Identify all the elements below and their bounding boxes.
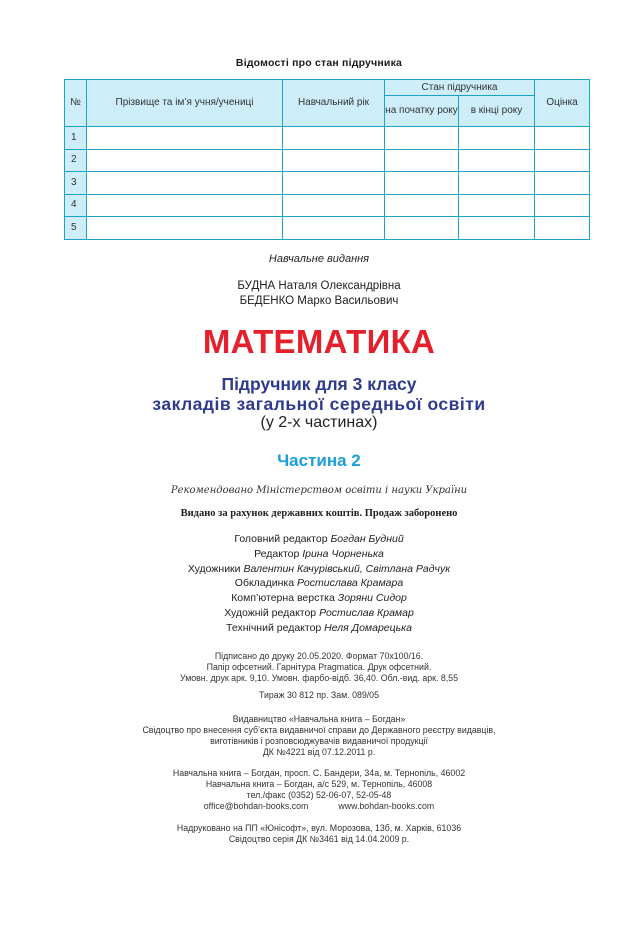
row-end-cell: [459, 127, 535, 150]
row-name-cell: [87, 149, 283, 172]
row-start-cell: [385, 149, 459, 172]
header-grade: Оцінка: [535, 80, 590, 127]
recommendation-note: Рекомендовано Міністерством освіти і науки України: [170, 485, 468, 496]
row-year-cell: [283, 194, 385, 217]
printer-line: Надруковано на ПП «Юнісофт», вул. Морозова, 13б, м. Харків, 61036: [176, 823, 462, 833]
credit-name: Ростислав Крамар: [319, 606, 414, 619]
authors: [0, 279, 638, 308]
row-grade-cell: [535, 127, 590, 150]
row-grade-cell: [535, 217, 590, 240]
credit-name: Зоряни Сидор: [337, 592, 407, 605]
publisher-line: Свідоцтво про внесення суб’єкта видавничої справи до Державного реєстру видавців,: [142, 725, 496, 735]
credit-name: Ростислава Крамара: [297, 577, 404, 590]
row-end-cell: [459, 172, 535, 195]
author: БУДНА Наталя Олександрівна: [237, 280, 401, 292]
printer-line: Свідоцтво серія ДК №3461 від 14.04.2009 р.: [228, 834, 410, 844]
credit-role: Технічний редактор: [226, 621, 322, 634]
row-name-cell: [87, 127, 283, 150]
credit-name: Валентин Качурівський, Світлана Радчук: [243, 562, 451, 575]
header-state: Стан підручника: [385, 80, 535, 96]
credit-line: [0, 621, 638, 636]
row-start-cell: [385, 127, 459, 150]
part-number: Частина 2: [277, 451, 361, 470]
row-num: 3: [65, 172, 87, 195]
row-year-cell: [283, 127, 385, 150]
address-line: Навчальна книга – Богдан, просп. С. Бандери, 34а, м. Тернопіль, 46002: [172, 768, 466, 778]
row-year-cell: [283, 172, 385, 195]
row-end-cell: [459, 194, 535, 217]
author: БЕДЕНКО Марко Васильович: [239, 294, 399, 307]
print-info-line: Папір офсетний. Гарнітура Pragmatica. Друк офсетний.: [206, 662, 432, 672]
table-row: [65, 127, 590, 150]
header-num: №: [65, 80, 87, 127]
address-line: Навчальна книга – Богдан, а/с 529, м. Тернопіль, 46008: [205, 779, 433, 789]
subtitle-line-2: закладів загальної середньої освіти: [152, 394, 486, 414]
email-link[interactable]: office@bohdan-books.com: [203, 801, 309, 811]
row-end-cell: [459, 149, 535, 172]
header-state-start: на початку року: [385, 96, 459, 127]
row-start-cell: [385, 194, 459, 217]
publisher-info: [0, 714, 638, 758]
print-info-line: Умовн. друк арк. 9,10. Умовн. фарбо-відб. 36,40. Обл.-вид. арк. 8,55: [180, 673, 458, 683]
publisher-line: ДК №4221 від 07.12.2011 р.: [262, 747, 376, 757]
row-num: 1: [65, 127, 87, 150]
credit-line: [0, 576, 638, 591]
textbook-state-table: [64, 79, 590, 240]
publisher-addresses: [0, 768, 638, 812]
website-link[interactable]: www.bohdan-books.com: [338, 801, 435, 811]
row-grade-cell: [535, 149, 590, 172]
credit-role: Редактор: [254, 547, 300, 560]
row-grade-cell: [535, 172, 590, 195]
print-info: [0, 651, 638, 684]
row-name-cell: [87, 217, 283, 240]
credit-name: Неля Домарецька: [324, 621, 412, 634]
row-grade-cell: [535, 194, 590, 217]
row-name-cell: [87, 172, 283, 195]
contact-line: [0, 801, 638, 812]
credit-name: Богдан Будний: [330, 533, 404, 545]
book-title: МАТЕМАТИКА: [202, 323, 436, 360]
publisher-line: Видавництво «Навчальна книга – Богдан»: [232, 714, 406, 724]
header-year: Навчальний рік: [283, 80, 385, 127]
print-run: Тираж 30 812 пр. Зам. 089/05: [259, 690, 379, 700]
header-state-end: в кінці року: [459, 96, 535, 127]
phone-line: тел./факс (0352) 52-06-07, 52-05-48: [246, 790, 392, 800]
row-start-cell: [385, 172, 459, 195]
credit-line: [0, 532, 638, 547]
credit-role: Художній редактор: [224, 606, 317, 619]
credit-line: [0, 562, 638, 577]
edition-type: Навчальне видання: [268, 253, 370, 265]
header-name: Прізвище та ім’я учня/учениці: [87, 80, 283, 127]
row-year-cell: [283, 149, 385, 172]
credit-role: Комп’ютерна верстка: [231, 592, 335, 605]
credit-line: [0, 606, 638, 621]
row-num: 4: [65, 194, 87, 217]
row-num: 5: [65, 217, 87, 240]
credit-role: Художники: [187, 562, 241, 575]
subtitle-line-1: Підручник для 3 класу: [221, 374, 417, 394]
row-start-cell: [385, 217, 459, 240]
publisher-line: виготівників і розповсюджувачів видавничої продукції: [210, 736, 428, 746]
credit-name: Ірина Чорненька: [302, 547, 384, 560]
row-name-cell: [87, 194, 283, 217]
credit-role: Головний редактор: [234, 533, 328, 545]
table-row: [65, 194, 590, 217]
credit-line: [0, 591, 638, 606]
print-info-line: Підписано до друку 20.05.2020. Формат 70x100/16.: [214, 651, 424, 661]
row-end-cell: [459, 217, 535, 240]
funding-note: Видано за рахунок державних коштів. Продаж заборонено: [180, 508, 458, 519]
row-num: 2: [65, 149, 87, 172]
table-row: [65, 172, 590, 195]
row-year-cell: [283, 217, 385, 240]
credit-line: [0, 547, 638, 562]
table-row: [65, 149, 590, 172]
printer-info: [0, 823, 638, 845]
table-title: Відомості про стан підручника: [235, 57, 403, 69]
parts-note: (у 2-х частинах): [260, 414, 378, 431]
table-row: [65, 217, 590, 240]
credit-role: Обкладинка: [234, 577, 295, 590]
credits: [0, 532, 638, 636]
